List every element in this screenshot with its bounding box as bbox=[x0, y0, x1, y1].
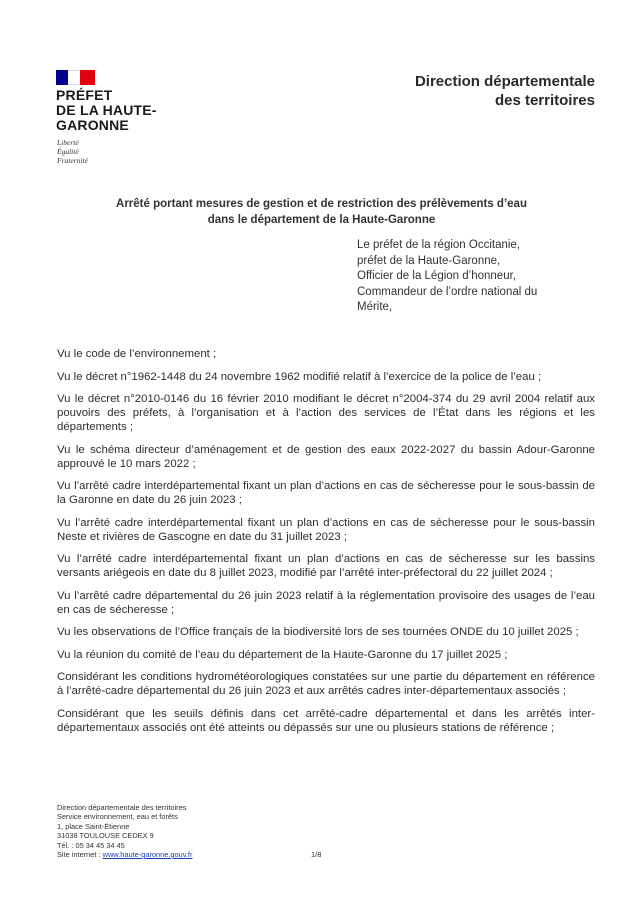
title-line: dans le département de la Haute-Garonne bbox=[207, 214, 436, 226]
footer-line: 1, place Saint-Étienne bbox=[57, 821, 130, 831]
document-body bbox=[57, 347, 595, 743]
logo-line: GARONNE bbox=[56, 117, 129, 133]
website-label: Site internet : bbox=[57, 850, 103, 860]
footer-address bbox=[57, 803, 192, 859]
visa-paragraph: Vu l’arrêté cadre interdépartemental fixant un plan d’actions en cas de sécheresse pour le sous-bassin Neste et rivières de Gascogne en date du 31 juillet 2023 ; bbox=[57, 516, 595, 543]
considerant-paragraph: Considérant les conditions hydrométéorologiques constatées sur une partie du département en référence à l’arrêté-cadre départemental du 26 juin 2023 et aux arrêtés cadres inter-départementaux associés ; bbox=[57, 671, 595, 697]
signatory-line: Commandeur de l’ordre national du bbox=[357, 285, 538, 298]
marianne-flag-logo bbox=[56, 70, 95, 85]
visa-paragraph: Vu la réunion du comité de l’eau du département de la Haute-Garonne du 17 juillet 2025 ; bbox=[57, 648, 508, 661]
signatory-line: Mérite, bbox=[357, 301, 393, 313]
visa-paragraph: Vu l’arrêté cadre interdépartemental fixant un plan d’actions en cas de sécheresse sur les bassins versants ariégeois en date du 8 juillet 2023, modifié par l’arrêté inter-préfectoral du 22 juillet 2024 ; bbox=[57, 553, 595, 579]
website-link[interactable]: www.haute-garonne.gouv.fr bbox=[102, 850, 193, 860]
footer-line: 31038 TOULOUSE CEDEX 9 bbox=[57, 831, 154, 841]
footer-website-line bbox=[57, 850, 192, 859]
considerant-paragraph: Considérant que les seuils définis dans cet arrêté-cadre départemental et dans les arrêtés inter-départementaux associés ont été atteints ou dépassés sur une ou plusieurs stations de référence ; bbox=[57, 707, 595, 734]
visa-paragraph: Vu le décret n°2010-0146 du 16 février 2010 modifiant le décret n°2004-374 du 29 avril 2004 relatif aux pouvoirs des préfets, à l’organisation et à l’action des services de l’État dans les régions et les départements ; bbox=[57, 393, 595, 433]
title-line: Arrêté portant mesures de gestion et de restriction des prélèvements d’eau bbox=[116, 198, 527, 210]
footer-line: Tél. : 05 34 45 34 45 bbox=[57, 840, 125, 850]
prefet-signatory-block bbox=[357, 238, 537, 316]
document-title bbox=[0, 196, 643, 228]
visa-paragraph: Vu les observations de l’Office français de la biodiversité lors de ses tournées ONDE du 10 juillet 2025 ; bbox=[57, 626, 579, 638]
direction-line: Direction départementale bbox=[414, 73, 595, 90]
motto-line: Fraternité bbox=[57, 156, 88, 165]
visa-paragraph: Vu le schéma directeur d’aménagement et de gestion des eaux 2022-2027 du bassin Adour-Garonne approuvé le 10 mars 2022 ; bbox=[57, 443, 595, 470]
republic-motto bbox=[57, 138, 88, 165]
flag-red-stripe bbox=[80, 70, 95, 85]
visa-paragraph: Vu l’arrêté cadre départemental du 26 juin 2023 relatif à la réglementation provisoire des usages de l’eau en cas de sécheresse ; bbox=[57, 589, 595, 616]
flag-white-stripe bbox=[68, 70, 80, 85]
signatory-line: Le préfet de la région Occitanie, bbox=[357, 239, 521, 251]
visa-paragraph: Vu le décret n°1962-1448 du 24 novembre 1962 modifié relatif à l’exercice de la police de l’eau ; bbox=[57, 370, 542, 383]
direction-line: des territoires bbox=[494, 92, 595, 109]
visa-paragraph: Vu le code de l’environnement ; bbox=[57, 348, 217, 360]
issuing-direction bbox=[415, 72, 595, 110]
flag-blue-stripe bbox=[56, 70, 68, 85]
motto-line: Liberté bbox=[57, 138, 79, 147]
signatory-line: Officier de la Légion d’honneur, bbox=[357, 270, 516, 282]
footer-line: Direction départementale des territoires bbox=[57, 803, 187, 812]
signatory-line: préfet de la Haute-Garonne, bbox=[357, 254, 501, 267]
footer-line: Service environnement, eau et forêts bbox=[57, 812, 178, 822]
motto-line: Égalité bbox=[57, 147, 79, 156]
prefet-logo-text bbox=[56, 88, 157, 133]
logo-line: DE LA HAUTE- bbox=[56, 102, 157, 118]
visa-paragraph: Vu l’arrêté cadre interdépartemental fixant un plan d’actions en cas de sécheresse pour le sous-bassin de la Garonne en date du 26 juin 2023 ; bbox=[57, 480, 595, 506]
page-number: 1/8 bbox=[311, 850, 322, 859]
logo-line: PRÉFET bbox=[56, 87, 113, 103]
